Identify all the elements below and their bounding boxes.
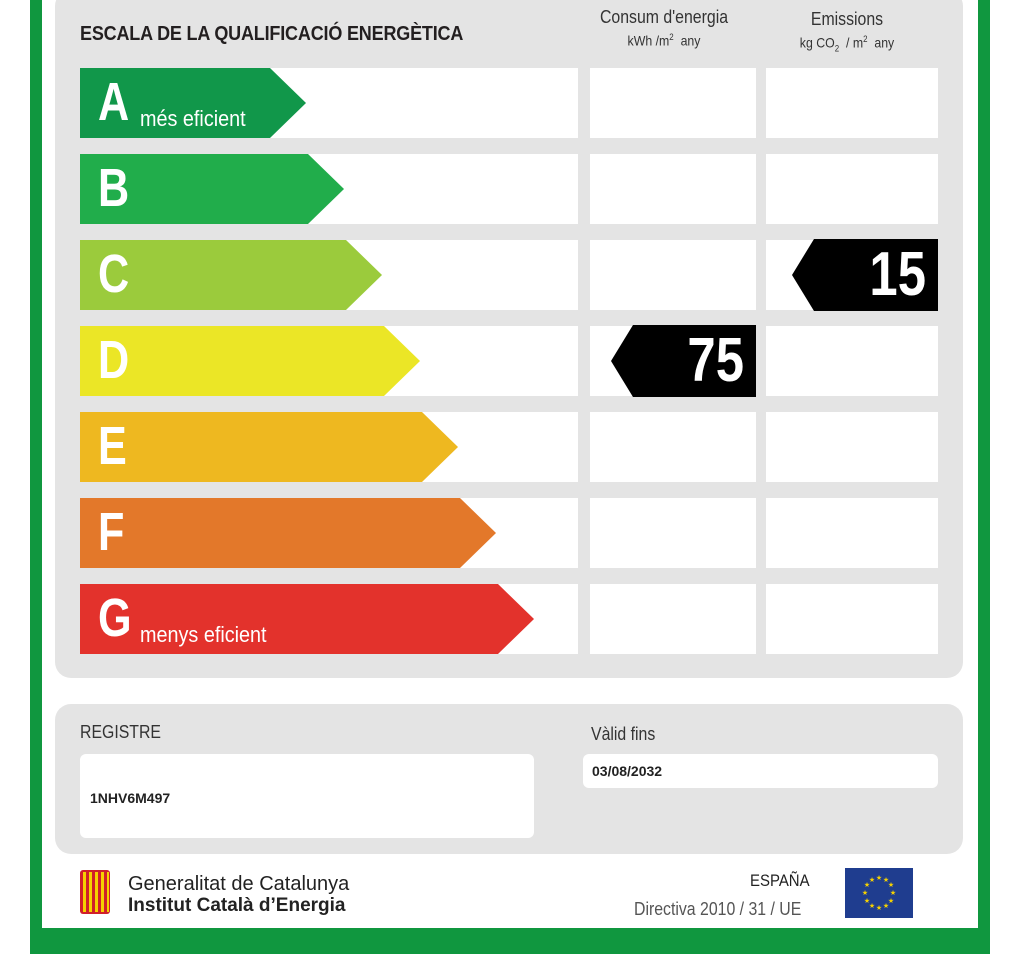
energy-consumption-unit: kWh $/m^2$ any — [627, 32, 701, 49]
org-name-line1: Generalitat de Catalunya — [128, 873, 350, 895]
svg-text:★: ★ — [889, 889, 897, 897]
consum-rating-value: 75 — [687, 326, 744, 395]
emissions-unit: kg $CO_2 / m^2$ any — [799, 34, 895, 54]
emissions-rating-value: 15 — [869, 240, 926, 309]
valid-until-label: Vàlid fins — [591, 724, 656, 744]
rating-bar-b — [80, 154, 344, 224]
consum-cell-b — [590, 154, 756, 224]
svg-text:★: ★ — [882, 902, 890, 910]
consum-cell-g — [590, 584, 756, 654]
svg-text:★: ★ — [875, 874, 883, 882]
registre-value: 1NHV6M497 — [90, 790, 171, 806]
rating-sublabel-a: més eficient — [140, 106, 246, 131]
svg-text:★: ★ — [887, 897, 895, 905]
rating-letter-b: B — [98, 158, 130, 218]
rating-letter-a: A — [98, 72, 130, 132]
rating-bar-d — [80, 326, 420, 396]
emissions-header — [770, 9, 923, 53]
directive-label: Directiva 2010 / 31 / UE — [634, 899, 802, 919]
generalitat-logo — [80, 870, 120, 914]
eu-flag-icon — [845, 868, 913, 918]
emissions-cell-g — [766, 584, 938, 654]
consum-cell-e — [590, 412, 756, 482]
svg-text:★: ★ — [868, 876, 876, 884]
org-name-line2: Institut Català d’Energia — [128, 895, 346, 916]
rating-letter-g: G — [98, 588, 132, 648]
rating-bar-g — [80, 584, 534, 654]
svg-text:★: ★ — [875, 904, 883, 912]
energy-consumption-title: Consum d'energia — [599, 7, 729, 27]
svg-text:★: ★ — [868, 902, 876, 910]
scale-title: ESCALA DE LA QUALIFICACIÓ ENERGÈTICA — [80, 23, 464, 45]
svg-text:★: ★ — [863, 897, 871, 905]
emissions-rating-indicator — [792, 239, 938, 311]
green-frame-right — [978, 0, 990, 954]
country-label: ESPAÑA — [750, 871, 810, 890]
emissions-cell-e — [766, 412, 938, 482]
green-frame-left — [30, 0, 42, 954]
energy-consumption-header — [585, 7, 743, 49]
rating-bar-c — [80, 240, 382, 310]
svg-text:★: ★ — [887, 881, 895, 889]
emissions-title: Emissions — [810, 9, 884, 29]
green-frame-bottom — [30, 928, 990, 954]
svg-text:★: ★ — [863, 881, 871, 889]
emissions-cell-b — [766, 154, 938, 224]
rating-bar-e — [80, 412, 458, 482]
rating-sublabel-g: menys eficient — [140, 622, 267, 647]
emissions-cell-a — [766, 68, 938, 138]
rating-letter-e: E — [98, 416, 127, 476]
rating-letter-c: C — [98, 244, 130, 304]
registre-label: REGISTRE — [80, 722, 161, 742]
rating-letter-f: F — [98, 502, 125, 562]
consum-cell-f — [590, 498, 756, 568]
consum-cell-c — [590, 240, 756, 310]
emissions-cell-d — [766, 326, 938, 396]
valid-until-value: 03/08/2032 — [592, 763, 663, 779]
rating-letter-d: D — [98, 330, 130, 390]
svg-text:★: ★ — [861, 889, 869, 897]
consum-rating-indicator — [611, 325, 756, 397]
svg-text:★: ★ — [882, 876, 890, 884]
rating-bar-f — [80, 498, 496, 568]
consum-cell-a — [590, 68, 756, 138]
emissions-cell-f — [766, 498, 938, 568]
rating-bar-a — [80, 68, 306, 138]
